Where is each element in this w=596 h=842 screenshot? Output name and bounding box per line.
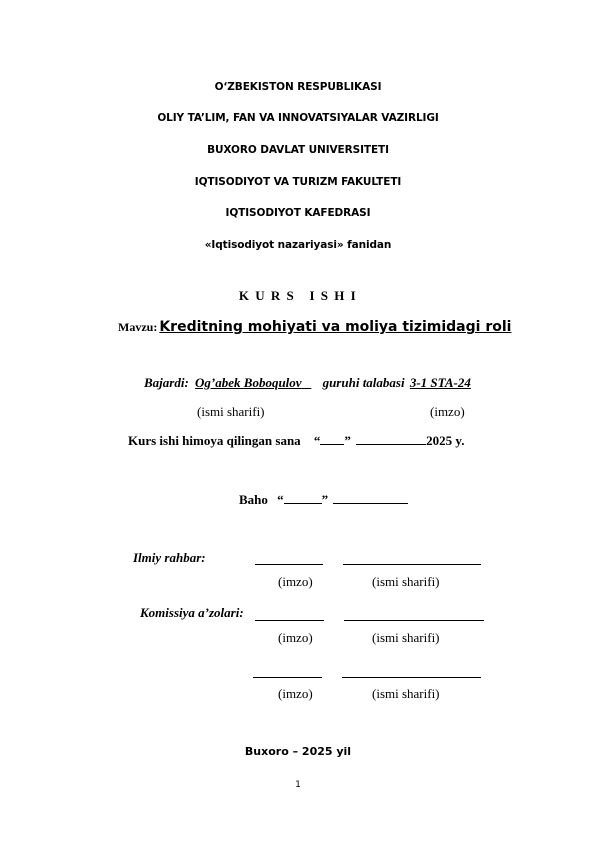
commission-name-caption-1: (ismi sharifi): [372, 630, 440, 645]
supervisor-name-caption: (ismi sharifi): [372, 574, 440, 589]
topic-line: [118, 318, 511, 336]
faculty-name: IQTISODIYOT VA TURIZM FAKULTETI: [194, 176, 402, 188]
supervisor-name-line: [343, 564, 481, 565]
author-sign-caption: (imzo): [430, 404, 465, 419]
defense-label: Kurs ishi himoya qilingan sana: [128, 433, 301, 448]
commission-name-caption-2: (ismi sharifi): [372, 686, 440, 701]
grade-short-blank: [284, 503, 322, 504]
supervisor-sign-line: [255, 564, 323, 565]
supervisor-sign-caption: (imzo): [278, 574, 313, 589]
commission-sign-line-1: [255, 620, 324, 621]
commission-sign-line-2: [253, 677, 322, 678]
author-name: Og’abek Boboqulov: [195, 375, 302, 390]
defense-day-blank: [320, 444, 344, 445]
document-title: K U R S I S H I: [238, 288, 358, 303]
subject-name: «Iqtisodiyot nazariyasi» fanidan: [204, 239, 392, 251]
supervisor-label: Ilmiy rahbar:: [133, 550, 206, 565]
commission-name-line-2: [342, 677, 481, 678]
ministry-name: OLIY TA’LIM, FAN VA INNOVATSIYALAR VAZIRLIGI: [157, 112, 439, 124]
defense-month-blank: [356, 444, 426, 445]
grade-long-blank: [333, 503, 408, 504]
topic-text: Kreditning mohiyati va moliya tizimidagi roli: [159, 319, 512, 335]
grade-open-quote: “: [277, 492, 284, 507]
page-number: 1: [295, 780, 301, 790]
defense-close-quote: ”: [344, 433, 351, 448]
defense-year: 2025 y.: [426, 433, 465, 448]
defense-date-line: [128, 433, 464, 449]
defense-open-quote: “: [313, 433, 321, 448]
department-name: IQTISODIYOT KAFEDRASI: [225, 207, 371, 219]
ministry-country: O‘ZBEKISTON RESPUBLIKASI: [214, 81, 382, 93]
author-name-caption: (ismi sharifi): [197, 404, 265, 419]
commission-name-line-1: [344, 620, 484, 621]
author-line: [144, 375, 471, 391]
group-label: guruhi talabasi: [322, 375, 405, 390]
grade-close-quote: ”: [321, 492, 329, 507]
commission-sign-caption-2: (imzo): [278, 686, 313, 701]
commission-label: Komissiya a’zolari:: [140, 605, 244, 620]
grade-label: Baho: [239, 492, 268, 507]
topic-label: Mavzu:: [118, 320, 158, 334]
group-code: 3-1 STA-24: [409, 375, 471, 390]
university-name: BUXORO DAVLAT UNIVERSITETI: [207, 144, 389, 156]
grade-line: [239, 492, 408, 508]
city-year: Buxoro – 2025 yil: [244, 745, 352, 758]
commission-sign-caption-1: (imzo): [278, 630, 313, 645]
author-label: Bajardi:: [144, 375, 189, 390]
